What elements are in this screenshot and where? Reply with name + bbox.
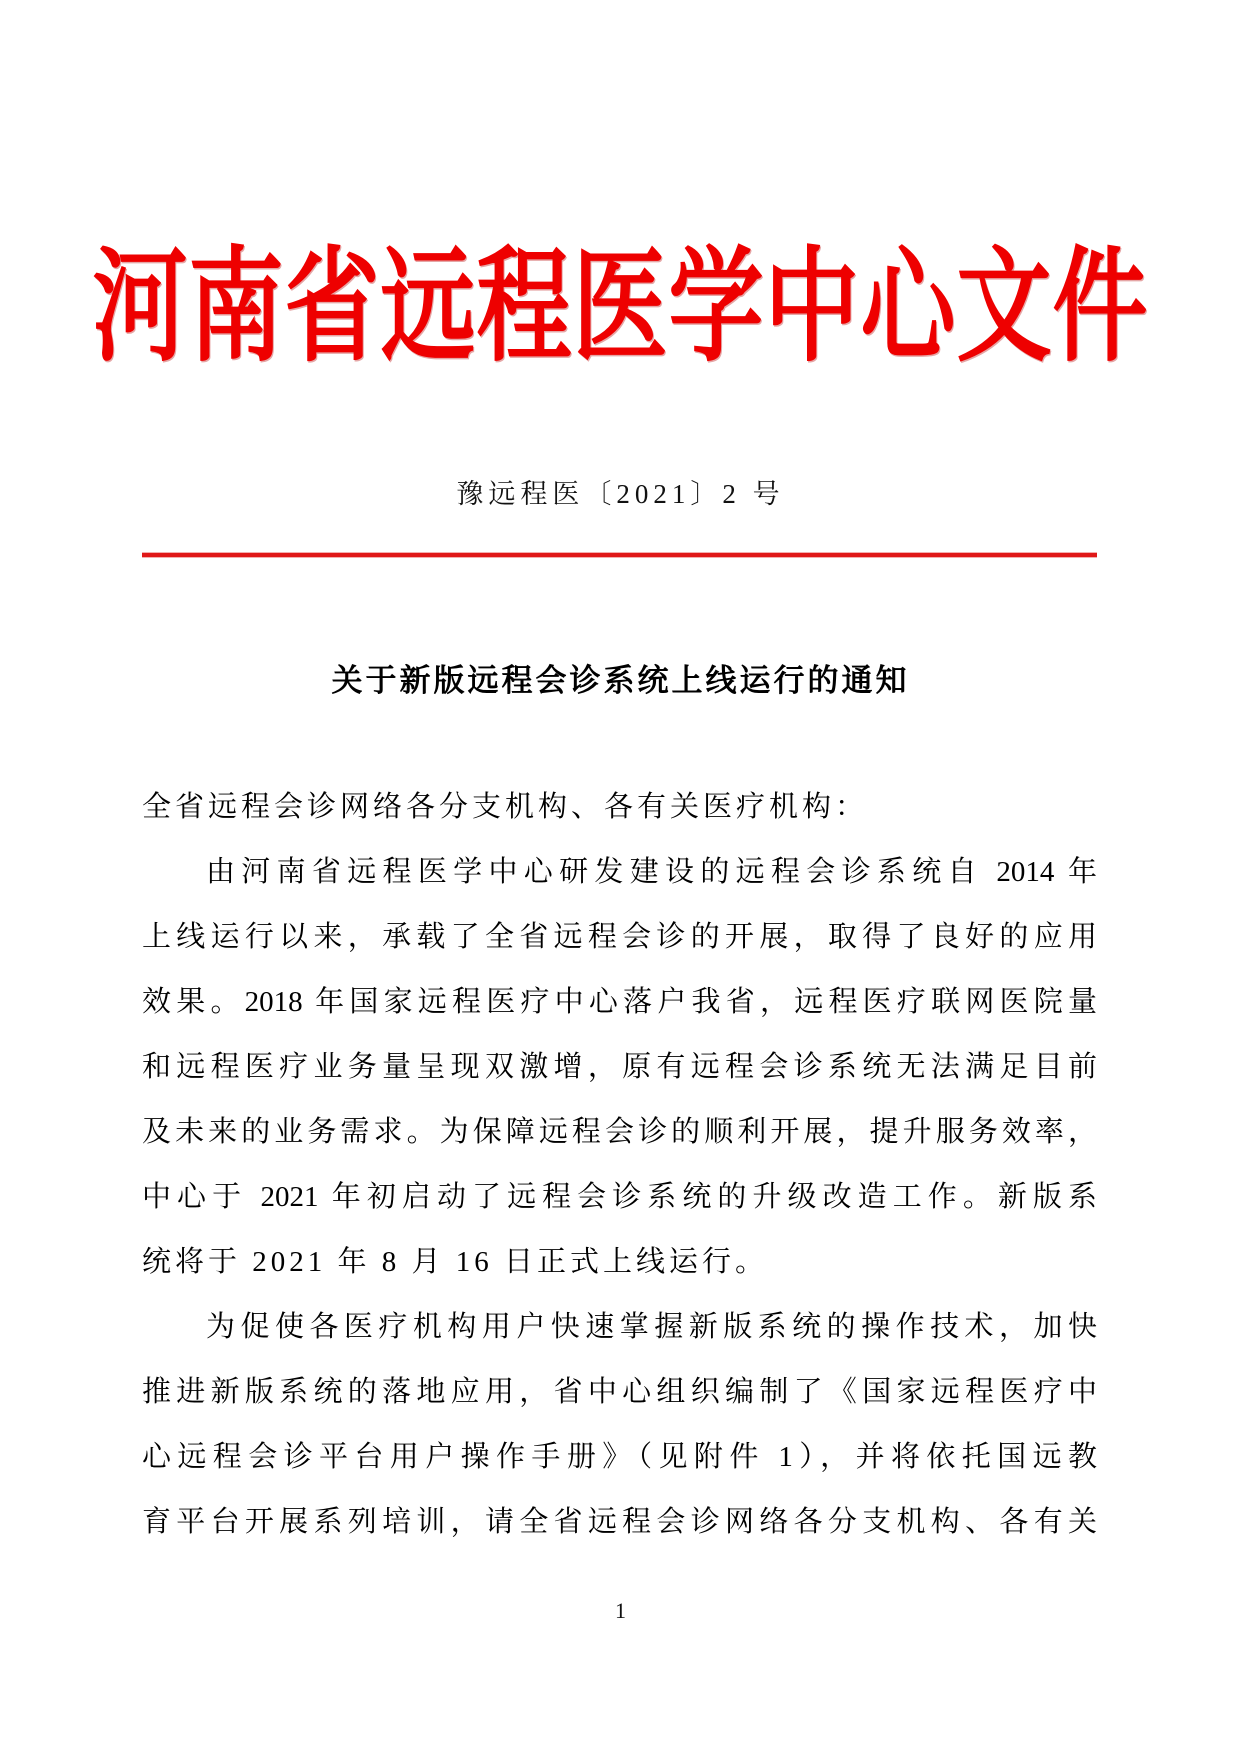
document-number: 豫远程医〔2021〕2 号 bbox=[456, 479, 785, 509]
body-line: 及未来的业务需求。为保障远程会诊的顺利开展，提升服务效率， bbox=[142, 1116, 1097, 1148]
page-number: 1 bbox=[615, 1598, 626, 1623]
body-line: 由河南省远程医学中心研发建设的远程会诊系统自 2014 年 bbox=[206, 856, 1097, 888]
body-line: 统将于 2021 年 8 月 16 日正式上线运行。 bbox=[142, 1246, 769, 1278]
red-divider-line bbox=[142, 553, 1097, 557]
body-line: 推进新版系统的落地应用，省中心组织编制了《国家远程医疗中 bbox=[142, 1376, 1097, 1408]
notice-title: 关于新版远程会诊系统上线运行的通知 bbox=[331, 663, 910, 698]
body-line: 上线运行以来，承载了全省远程会诊的开展，取得了良好的应用 bbox=[142, 921, 1097, 953]
body-line: 和远程医疗业务量呈现双激增，原有远程会诊系统无法满足目前 bbox=[142, 1051, 1097, 1083]
body-line: 心远程会诊平台用户操作手册》（见附件 1），并将依托国远教 bbox=[142, 1441, 1097, 1473]
document-body bbox=[142, 775, 1097, 1555]
body-line: 效果。2018 年国家远程医疗中心落户我省，远程医疗联网医院量 bbox=[142, 986, 1097, 1018]
body-line: 中心于 2021 年初启动了远程会诊系统的升级改造工作。新版系 bbox=[142, 1181, 1097, 1213]
document-header-title: 河南省远程医学中心文件 bbox=[92, 238, 1149, 377]
body-line: 育平台开展系列培训，请全省远程会诊网络各分支机构、各有关 bbox=[142, 1506, 1097, 1538]
body-line: 为促使各医疗机构用户快速掌握新版系统的操作技术，加快 bbox=[206, 1311, 1097, 1343]
salutation-line: 全省远程会诊网络各分支机构、各有关医疗机构： bbox=[142, 791, 869, 823]
